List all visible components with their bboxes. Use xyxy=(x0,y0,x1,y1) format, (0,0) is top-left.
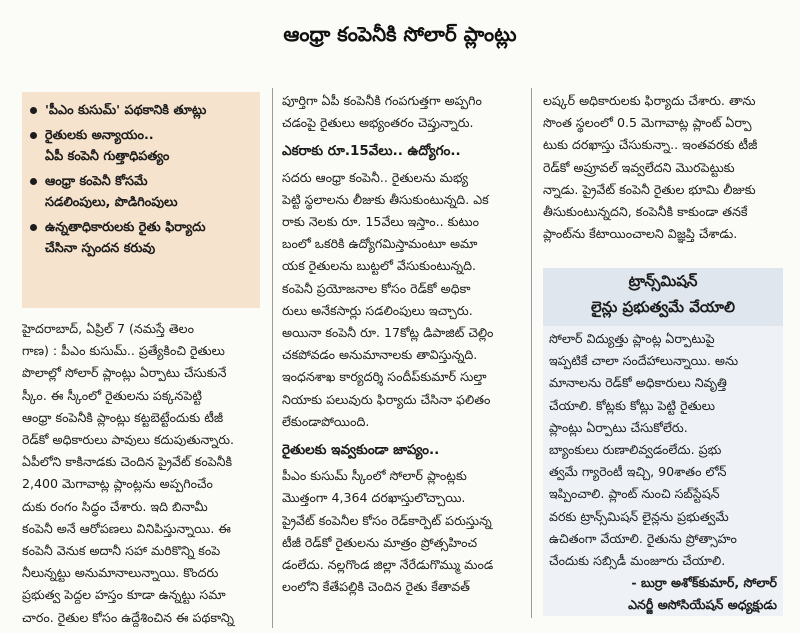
summary-bullet xyxy=(28,100,254,121)
body-line: లష్కర్ అధికారులకు ఫిర్యాదు చేశారు. తాను xyxy=(543,93,756,108)
body-line: ఏపీలోని కాకినాడకు చెందిన ప్రైవేట్ కంపెనీకి xyxy=(22,454,233,470)
body-line: చడంపై రైతులు అభ్యంతరం చెప్తున్నారు. xyxy=(282,115,474,131)
summary-bullet-line: రైతులకు అన్యాయం.. xyxy=(45,128,154,143)
body-line: పెట్టి స్థలాలను లీజుకు తీసుకుంటున్నది. ఎక xyxy=(282,191,489,207)
body-line: టుకు దరఖాస్తు చేసుకున్నా.. ఇంతవరకు టీజీ xyxy=(543,137,758,153)
summary-bullet-line: 'పీఎం కుసుమ్' పథకానికి తూట్లు xyxy=(45,103,207,118)
summary-bullet-text xyxy=(45,125,169,167)
body-line: ప్రైవేట్ కంపెనీల కోసం రెడ్‌కార్పెట్ పరుస్తున్న xyxy=(282,512,492,528)
body-line: న్నాడు. ప్రైవేట్ కంపెనీ రైతుల భూమి లీజుకు xyxy=(543,181,756,197)
box-line: ఇప్పించాలి. ప్లాంట్ నుంచి సబ్‌స్టేషన్ xyxy=(549,486,720,502)
body-line: పొలాల్లో సోలార్ ప్లాంట్లు ఏర్పాటు చేసుకునే xyxy=(22,365,227,381)
body-line: హైదరాబాద్, ఏప్రిల్ 7 (నమస్తే తెలం xyxy=(22,321,194,336)
body-line: ప్రభుత్వ పెద్దల హస్తం కూడా ఉన్నట్టు సమా xyxy=(22,587,226,603)
summary-bullet-line: ఏపీ కంపెనీ గుత్తాధిపత్యం xyxy=(45,149,170,164)
body-line: చకపోవడం అనుమానాలకు తావిస్తున్నది. xyxy=(282,347,478,363)
body-line: 2,400 మెగావాట్ల ప్లాంట్లను అప్పగించేం xyxy=(22,476,213,492)
summary-bullet-line: చేసినా స్పందన కరువు xyxy=(45,241,156,256)
body-line: ప్లాంట్‌ను కేటాయించాలని విజ్ఞప్తి చేశాడు. xyxy=(543,226,738,242)
body-line: ఆంధ్రా కంపెనీకి ప్లాంట్లు కట్టబెట్టేందుకు టీజీ xyxy=(22,409,224,425)
sidebar-box-header xyxy=(543,268,783,326)
body-line: బంలో ఒకరికి ఉద్యోగమిస్తామంటూ అమా xyxy=(282,236,478,252)
body-line: తీసుకుంటున్నదని, కంపెనీకి కాకుండా తనకే xyxy=(543,204,748,220)
sidebar-box-title-line1: ట్రాన్స్‌మిషన్ xyxy=(628,272,698,290)
body-line: రెడ్‌కో అధికారులు పావులు కదుపుతున్నారు. xyxy=(22,432,235,448)
body-line: రులు అనేకసార్లు సడలింపులు ఇచ్చారు. xyxy=(282,302,473,318)
body-line: అయినా కంపెనీ రూ. 17కోట్ల డిపాజిట్ చెల్లిం xyxy=(282,325,494,341)
body-line: లంలోని కేతేపల్లికి చెందిన రైతు కేతావత్ xyxy=(282,579,470,595)
sidebar-box-body xyxy=(543,326,783,616)
summary-bullet xyxy=(28,217,254,259)
column-3 xyxy=(543,90,783,245)
summary-bullet-line: సడలింపులు, పొడిగింపులు xyxy=(45,195,178,210)
box-line: మానాలను రెడ్‌కో అధికారులు నివృత్తి xyxy=(549,375,727,391)
body-line: దుకు రంగం సిద్ధం చేశారు. ఇది బినామీ xyxy=(22,498,208,514)
bullet-dot-icon xyxy=(30,178,37,185)
column-1 xyxy=(22,318,260,629)
summary-bullet-text xyxy=(45,217,206,259)
body-line: మొత్తంగా 4,364 దరఖాస్తులొచ్చాయి. xyxy=(282,490,466,506)
body-line: గాణ) : పీఎం కుసుమ్.. ప్రత్యేకించి రైతులు xyxy=(22,343,225,359)
box-line: సోలార్ విద్యుత్తు ప్లాంట్ల ఏర్పాటుపై xyxy=(549,331,715,346)
box-line: ఉచితంగా వేయాలి. రైతును ప్రోత్సాహం xyxy=(549,530,737,546)
body-line: స్కీం. ఈ స్కీంలో రైతులను పక్కనపెట్టి xyxy=(22,387,203,403)
summary-box xyxy=(22,92,260,308)
body-line: యక రైతులను బుట్టలో వేసుకుంటున్నది. xyxy=(282,258,477,274)
column-divider xyxy=(531,88,532,618)
box-signature: - బుర్రా అశోక్‌కుమార్, సోలార్ xyxy=(631,575,777,591)
body-line: రెడ్‌కో అప్రూవల్ ఇవ్వలేదని మొరపెట్టుకు xyxy=(543,159,735,175)
box-signature: ఎనర్జీ అసోసియేషన్ అధ్యక్షుడు xyxy=(628,597,777,613)
subheading: ఎకరాకు రూ.15వేలు.. ఉద్యోగం.. xyxy=(282,143,461,160)
box-line: చేయాలి. కోట్లకు కోట్లు పెట్టి రైతులు xyxy=(549,397,716,413)
summary-bullet-text xyxy=(45,100,206,121)
body-line: నీలున్నట్టు అనుమానాలున్నాయి. కొందరు xyxy=(22,565,219,581)
body-line: పూర్తిగా ఏపీ కంపెనీకి గంపగుత్తగా అప్పగిం xyxy=(282,93,482,108)
body-line: కంపెనీ వెనుక అదానీ సహా మరికొన్ని కంపె xyxy=(22,543,221,559)
sidebar-box-title-line2: లైన్లు ప్రభుత్వమే వేయాలి xyxy=(590,298,735,316)
body-line: డంలేదు. నల్లగొండ జిల్లా నేరేడుగొమ్ము మండ xyxy=(282,557,494,573)
bullet-dot-icon xyxy=(30,132,37,139)
box-line: బ్యాంకులు రుణాలివ్వడంలేదు. ప్రభు xyxy=(549,442,722,458)
column-2 xyxy=(282,90,522,598)
summary-bullet-line: ఉన్నతాధికారులకు రైతు ఫిర్యాదు xyxy=(45,220,206,235)
body-line: రాకు నెలకు రూ. 15వేలు ఇస్తాం.. కుటుం xyxy=(282,214,479,230)
bullet-dot-icon xyxy=(30,224,37,231)
box-line: ప్లాంట్లు ఏర్పాటు చేసుకోలేరు. xyxy=(549,419,688,435)
body-line: కంపెనీ ప్రయోజనాల కోసం రెడ్‌కో అధికా xyxy=(282,280,471,296)
body-line: పీఎం కుసుమ్ స్కీంలో సోలార్ ప్లాంట్లకు xyxy=(282,468,467,484)
box-line: చేందుకు సబ్సిడీ మంజూరు చేయాలి. xyxy=(549,553,726,569)
summary-bullet-line: ఆంధ్రా కంపెనీ కోసమే xyxy=(45,174,148,189)
column-divider xyxy=(272,88,273,628)
body-line: నియాకు పలువురు ఫిర్యాదు చేసినా ఫలితం xyxy=(282,391,491,407)
body-line: సొంత స్థలంలో 0.5 మెగావాట్ల ప్లాంట్ ఏర్పా xyxy=(543,115,752,131)
subheading: రైతులకు ఇవ్వకుండా జాప్యం.. xyxy=(282,442,440,459)
headline: ఆంధ్రా కంపెనీకి సోలార్ ప్లాంట్లు xyxy=(283,22,517,46)
box-line: త్వమే గ్యారెంటీ ఇచ్చి, 90శాతం లోన్ xyxy=(549,464,727,480)
body-line: లేకుండాపోయింది. xyxy=(282,413,370,429)
box-line: వరకు ట్రాన్స్‌మిషన్ లైన్లను ప్రభుత్వమే xyxy=(549,508,729,524)
body-line: సదరు ఆంధ్రా కంపెనీ.. రైతులను మభ్య xyxy=(282,169,469,185)
box-line: ఇప్పటికే చాలా సందేహాలున్నాయి. అను xyxy=(549,353,739,369)
bullet-dot-icon xyxy=(30,107,37,114)
body-line: టీజీ రెడ్‌కో రైతులను మాత్రం ప్రోత్సహించ xyxy=(282,534,478,550)
body-line: ఇంధనశాఖ కార్యదర్శి సందీప్‌కుమార్ సుల్తా xyxy=(282,369,487,385)
body-line: చారం. రైతుల కోసం ఉద్దేశించిన ఈ పథకాన్ని xyxy=(22,609,235,625)
summary-bullet-text xyxy=(45,171,178,213)
summary-bullet xyxy=(28,171,254,213)
body-line: కంపెనీ అనే ఆరోపణలు వినిపిస్తున్నాయి. ఈ xyxy=(22,520,231,536)
summary-bullet xyxy=(28,125,254,167)
sidebar-box-text xyxy=(549,328,777,617)
